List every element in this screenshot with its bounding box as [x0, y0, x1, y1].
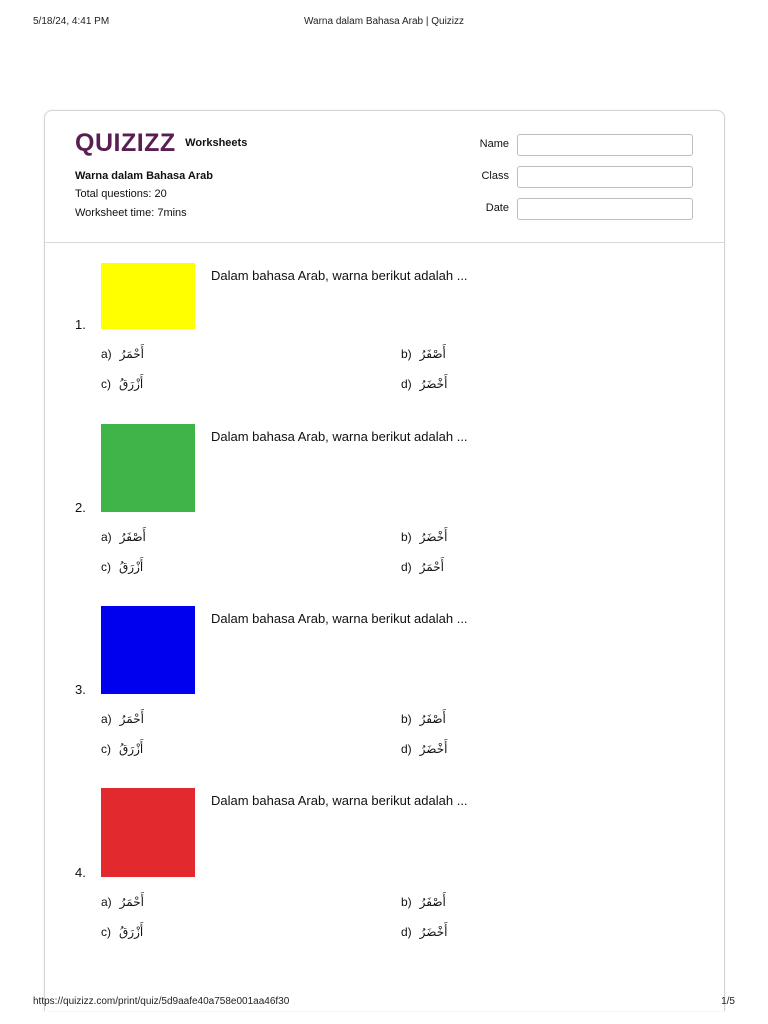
option-d[interactable] [401, 742, 447, 756]
option-text: أَخْضَرُ [419, 377, 448, 391]
option-d[interactable] [401, 925, 447, 939]
question-text: Dalam bahasa Arab, warna berikut adalah ... [211, 793, 468, 808]
option-text: أَخْضَرُ [419, 742, 448, 756]
option-letter: d) [401, 742, 412, 756]
option-text: أَزْرَقُ [119, 742, 144, 756]
question-2 [45, 424, 724, 574]
option-letter: a) [101, 530, 112, 544]
option-letter: a) [101, 895, 112, 909]
print-title: Warna dalam Bahasa Arab | Quizizz [303, 16, 465, 27]
worksheet-header [45, 111, 724, 243]
option-letter: b) [401, 347, 412, 361]
worksheet-title: Warna dalam Bahasa Arab [75, 170, 213, 182]
print-datetime: 5/18/24, 4:41 PM [33, 16, 110, 27]
option-d[interactable] [401, 560, 444, 574]
option-b[interactable] [401, 347, 446, 361]
worksheet-card [44, 110, 725, 1011]
option-text: أَزْرَقُ [119, 560, 144, 574]
option-c[interactable] [101, 377, 143, 391]
option-letter: b) [401, 530, 412, 544]
worksheet-time: Worksheet time: 7mins [75, 207, 187, 219]
quizizz-logo [75, 131, 247, 155]
question-text: Dalam bahasa Arab, warna berikut adalah ... [211, 429, 468, 444]
option-text: أَزْرَقُ [119, 377, 144, 391]
option-text: أَحْمَرُ [119, 347, 144, 361]
option-text: أَصْفَرُ [119, 530, 146, 544]
option-c[interactable] [101, 925, 143, 939]
option-letter: a) [101, 347, 112, 361]
brand-sub: Worksheets [185, 137, 248, 149]
question-1 [45, 263, 724, 413]
option-text: أَصْفَرُ [419, 895, 446, 909]
option-letter: b) [401, 712, 412, 726]
option-text: أَخْضَرُ [419, 530, 448, 544]
option-text: أَحْمَرُ [419, 560, 444, 574]
print-url: https://quizizz.com/print/quiz/5d9aafe40a758e001aa46f30 [33, 996, 290, 1007]
option-c[interactable] [101, 742, 143, 756]
option-a[interactable] [101, 347, 144, 361]
date-label: Date [485, 202, 509, 214]
brand-name: QUIZIZZ [75, 129, 176, 157]
color-swatch [101, 263, 195, 329]
date-field[interactable] [517, 198, 693, 220]
page-number: 1/5 [721, 996, 735, 1007]
name-label: Name [479, 138, 509, 150]
color-swatch [101, 788, 195, 877]
question-number: 3. [75, 682, 86, 697]
option-b[interactable] [401, 530, 447, 544]
question-number: 1. [75, 317, 86, 332]
option-letter: c) [101, 560, 111, 574]
question-number: 2. [75, 500, 86, 515]
color-swatch [101, 606, 195, 694]
option-c[interactable] [101, 560, 143, 574]
option-letter: d) [401, 925, 412, 939]
option-letter: d) [401, 377, 412, 391]
option-text: أَصْفَرُ [419, 347, 446, 361]
option-d[interactable] [401, 377, 447, 391]
color-swatch [101, 424, 195, 512]
question-text: Dalam bahasa Arab, warna berikut adalah ... [211, 268, 468, 283]
class-label: Class [481, 170, 509, 182]
class-field[interactable] [517, 166, 693, 188]
question-4 [45, 788, 724, 938]
question-number: 4. [75, 865, 86, 880]
print-header [0, 16, 768, 30]
option-letter: a) [101, 712, 112, 726]
option-letter: d) [401, 560, 412, 574]
print-footer [0, 996, 768, 1010]
option-text: أَزْرَقُ [119, 925, 144, 939]
question-3 [45, 606, 724, 756]
option-b[interactable] [401, 895, 446, 909]
question-text: Dalam bahasa Arab, warna berikut adalah ... [211, 611, 468, 626]
option-letter: b) [401, 895, 412, 909]
total-questions: Total questions: 20 [75, 188, 167, 200]
option-a[interactable] [101, 712, 144, 726]
option-letter: c) [101, 377, 111, 391]
name-field[interactable] [517, 134, 693, 156]
option-text: أَحْمَرُ [119, 712, 144, 726]
option-letter: c) [101, 742, 111, 756]
option-b[interactable] [401, 712, 446, 726]
option-text: أَصْفَرُ [419, 712, 446, 726]
option-text: أَخْضَرُ [419, 925, 448, 939]
option-a[interactable] [101, 530, 146, 544]
option-a[interactable] [101, 895, 144, 909]
option-letter: c) [101, 925, 111, 939]
option-text: أَحْمَرُ [119, 895, 144, 909]
